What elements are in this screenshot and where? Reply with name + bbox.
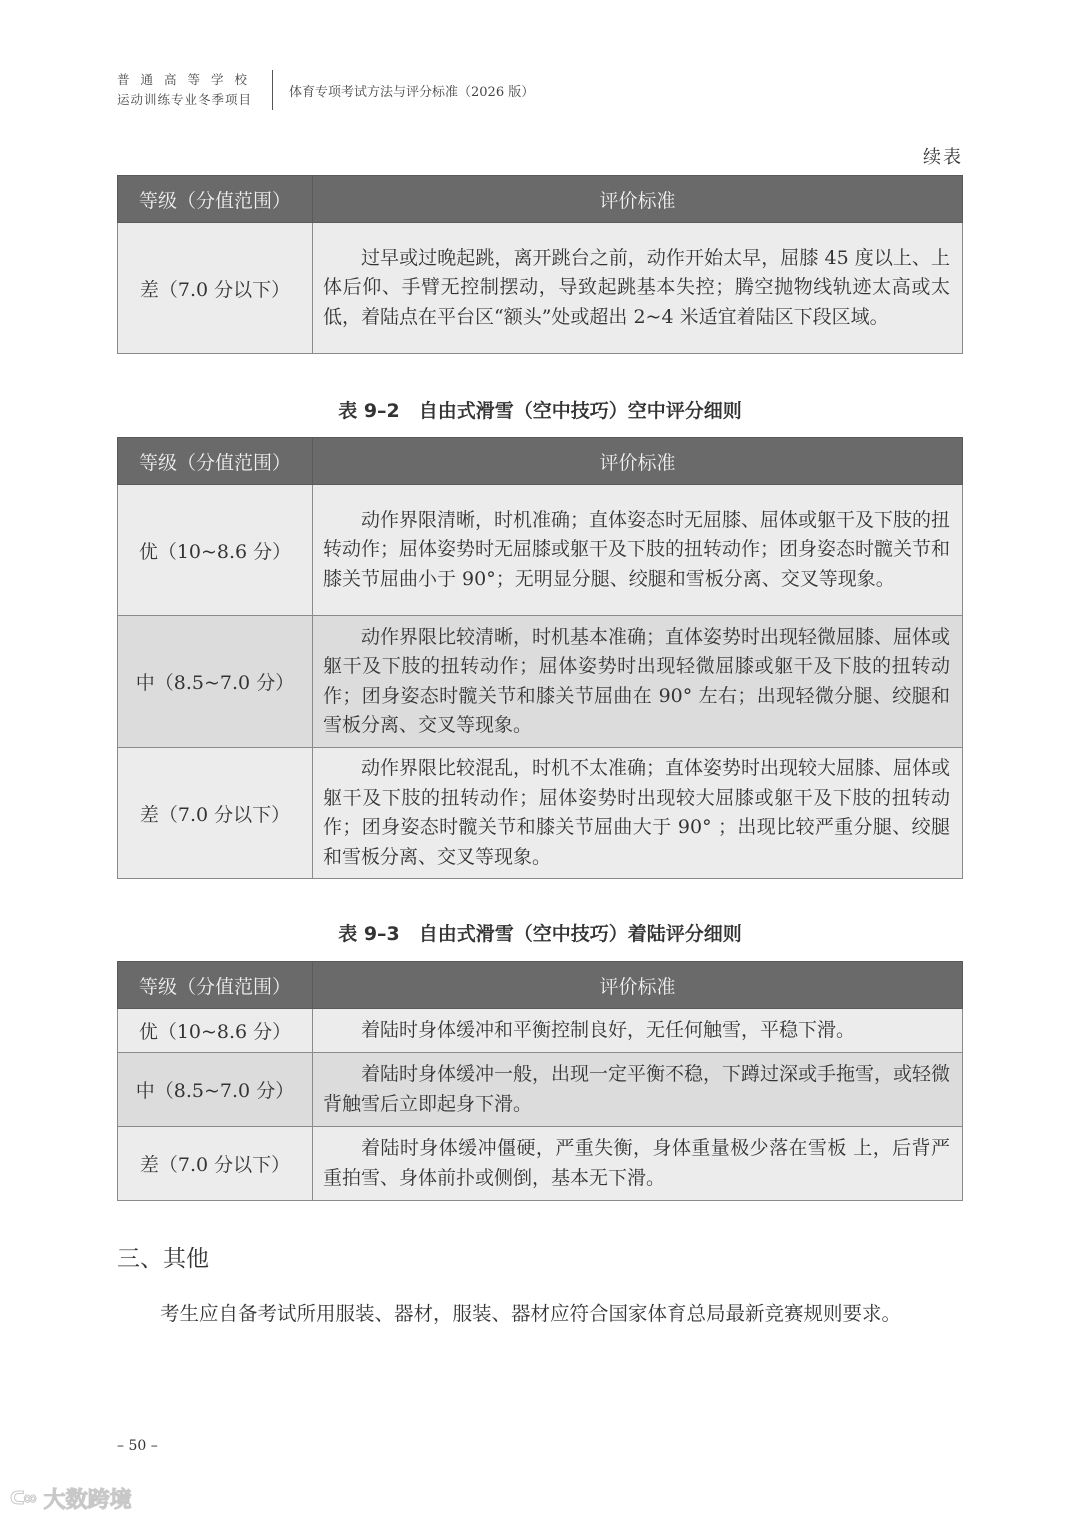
- table-9-2-caption: 表 9–2 自由式滑雪（空中技巧）空中评分细则: [338, 400, 742, 422]
- header-level: 等级（分值范围）: [118, 438, 313, 485]
- running-head-school: 普通高等学校: [117, 72, 259, 87]
- criteria-cell: 动作界限清晰，时机准确；直体姿态时无屈膝、屈体或躯干及下肢的扭转动作；屈体姿势时无屈膝或躯干及下肢的扭转动作；团身姿态时髋关节和膝关节屈曲小于 90°；无明显分腿、绞腿和雪板分离、交叉等现象。: [313, 485, 963, 616]
- table-9-2: [117, 437, 963, 879]
- table-row: [118, 616, 963, 748]
- body-paragraph: 考生应自备考试所用服装、器材，服装、器材应符合国家体育总局最新竞赛规则要求。: [160, 1302, 902, 1325]
- running-head: [117, 70, 534, 110]
- table-header-row: [118, 438, 963, 485]
- level-cell: 优（10~8.6 分）: [118, 485, 313, 616]
- header-criteria: 评价标准: [313, 438, 963, 485]
- level-cell: 中（8.5~7.0 分）: [118, 616, 313, 748]
- criteria-cell: 动作界限比较清晰，时机基本准确；直体姿势时出现轻微屈膝、屈体或躯干及下肢的扭转动作；屈体姿势时出现轻微屈膝或躯干及下肢的扭转动作；团身姿态时髋关节和膝关节屈曲在 90° 左右；出现轻微分腿、绞腿和雪板分离、交叉等现象。: [313, 616, 963, 748]
- criteria-cell: 着陆时身体缓冲僵硬，严重失衡，身体重量极少落在雪板 上，后背严重拍雪、身体前扑或侧倒，基本无下滑。: [313, 1127, 963, 1201]
- watermark-text: 大数跨境: [43, 1488, 132, 1513]
- table-header-row: [118, 962, 963, 1009]
- running-head-left: [117, 70, 258, 110]
- header-criteria: 评价标准: [313, 176, 963, 223]
- watermark: [10, 1483, 132, 1514]
- table-row: [118, 1053, 963, 1127]
- watermark-logo-icon: ᑕ∞: [10, 1488, 36, 1509]
- level-cell: 差（7.0 分以下）: [118, 1127, 313, 1201]
- table-row: [118, 223, 963, 354]
- table-header-row: [118, 176, 963, 223]
- criteria-cell: 着陆时身体缓冲和平衡控制良好，无任何触雪，平稳下滑。: [313, 1009, 963, 1053]
- table-row: [118, 748, 963, 879]
- level-cell: 差（7.0 分以下）: [118, 748, 313, 879]
- running-head-title: 体育专项考试方法与评分标准（2026 版）: [289, 84, 535, 100]
- header-level: 等级（分值范围）: [118, 962, 313, 1009]
- table-row: [118, 1009, 963, 1053]
- table-row: [118, 1127, 963, 1201]
- running-head-program: 运动训练专业冬季项目: [117, 92, 253, 107]
- table-9-3-caption: 表 9–3 自由式滑雪（空中技巧）着陆评分细则: [338, 923, 742, 945]
- criteria-cell: 过早或过晚起跳，离开跳台之前，动作开始太早，屈膝 45 度以上、上体后仰、手臂无控制摆动，导致起跳基本失控；腾空抛物线轨迹太高或太低，着陆点在平台区“额头”处或超出 2~4 米适宜着陆区下段区域。: [313, 223, 963, 354]
- criteria-cell: 动作界限比较混乱，时机不太准确；直体姿势时出现较大屈膝、屈体或躯干及下肢的扭转动作；屈体姿势时出现较大屈膝或躯干及下肢的扭转动作；团身姿态时髋关节和膝关节屈曲大于 90° ；出现比较严重分腿、绞腿和雪板分离、交叉等现象。: [313, 748, 963, 879]
- section-heading: 三、其他: [117, 1246, 209, 1272]
- level-cell: 中（8.5~7.0 分）: [118, 1053, 313, 1127]
- continued-label: 续表: [923, 147, 963, 168]
- criteria-cell: 着陆时身体缓冲一般，出现一定平衡不稳，下蹲过深或手拖雪，或轻微背触雪后立即起身下滑。: [313, 1053, 963, 1127]
- header-criteria: 评价标准: [313, 962, 963, 1009]
- header-level: 等级（分值范围）: [118, 176, 313, 223]
- table-row: [118, 485, 963, 616]
- table-9-3: [117, 961, 963, 1201]
- level-cell: 差（7.0 分以下）: [118, 223, 313, 354]
- continued-table: [117, 175, 963, 354]
- level-cell: 优（10~8.6 分）: [118, 1009, 313, 1053]
- running-head-divider: [272, 70, 273, 110]
- page-number: – 50 –: [117, 1438, 158, 1454]
